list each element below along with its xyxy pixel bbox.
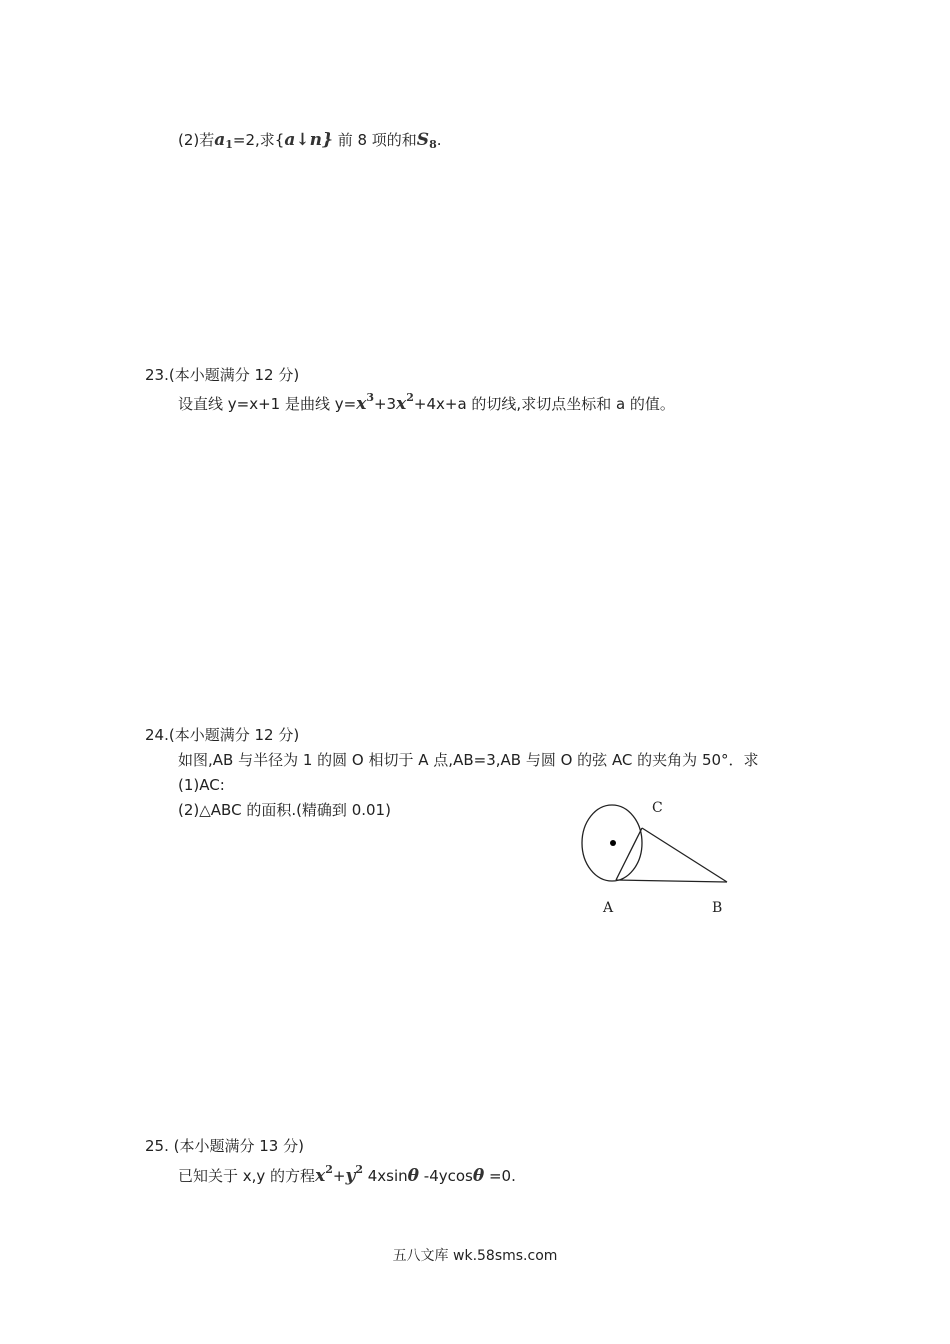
x-cubed-math: $x^3$ bbox=[356, 391, 374, 414]
footer-watermark: 五八文库 wk.58sms.com bbox=[392, 1248, 558, 1264]
q22-part2-mid: =2,求{ bbox=[232, 131, 285, 149]
q23-header: 23.(本小题满分 12 分) bbox=[145, 366, 300, 384]
y-squared-math: $y^2$ bbox=[345, 1163, 363, 1186]
q23-text-b: +3 bbox=[373, 395, 397, 413]
q24-header: 24.(本小题满分 12 分) bbox=[145, 726, 300, 744]
q25-text-line bbox=[178, 1163, 516, 1188]
q25-header: 25. (本小题满分 13 分) bbox=[145, 1137, 304, 1155]
seq-an-math: a↓n bbox=[284, 130, 322, 150]
a1-math: a1 bbox=[214, 130, 233, 151]
q23-text-line bbox=[178, 391, 675, 416]
segment-cb bbox=[642, 828, 727, 882]
q24-part1: (1)AC: bbox=[178, 776, 225, 794]
label-a: A bbox=[603, 900, 614, 916]
q24-text: 如图,AB 与半径为 1 的圆 O 相切于 A 点,AB=3,AB 与圆 O 的弦 AC 的夹角为 50°．求 bbox=[178, 751, 759, 769]
seq-close-brace: } bbox=[321, 130, 333, 150]
circle-o bbox=[582, 805, 642, 881]
label-c: C bbox=[652, 800, 663, 816]
x-squared-math-q25: $x^2$ bbox=[315, 1163, 333, 1186]
q23-text-a: 设直线 y=x+1 是曲线 y= bbox=[178, 395, 357, 413]
q25-text-d: =0. bbox=[484, 1167, 516, 1185]
x-squared-math: $x^2$ bbox=[396, 391, 414, 414]
q25-text-a: 已知关于 x,y 的方程 bbox=[178, 1167, 316, 1185]
q22-part2-end: . bbox=[436, 131, 442, 149]
q25-text-b: 4xsin bbox=[362, 1167, 408, 1185]
center-dot-o bbox=[610, 840, 616, 846]
chord-ac bbox=[616, 828, 642, 880]
q23-text-c: +4x+a 的切线,求切点坐标和 a 的值。 bbox=[413, 395, 675, 413]
label-b: B bbox=[712, 900, 723, 916]
q24-part2: (2)△ABC 的面积.(精确到 0.01) bbox=[178, 801, 391, 819]
q25-plus: + bbox=[332, 1167, 346, 1185]
q25-text-c: -4ycos bbox=[419, 1167, 473, 1185]
theta-math-1: θ bbox=[407, 1166, 420, 1186]
q22-part2-line bbox=[178, 130, 442, 152]
q22-part2-prefix: (2)若 bbox=[178, 131, 215, 149]
theta-math-2: θ bbox=[472, 1166, 485, 1186]
q22-part2-mid3: 前 8 项的和 bbox=[332, 131, 417, 149]
tangent-ab bbox=[616, 880, 727, 882]
s8-math: S8 bbox=[416, 130, 437, 151]
